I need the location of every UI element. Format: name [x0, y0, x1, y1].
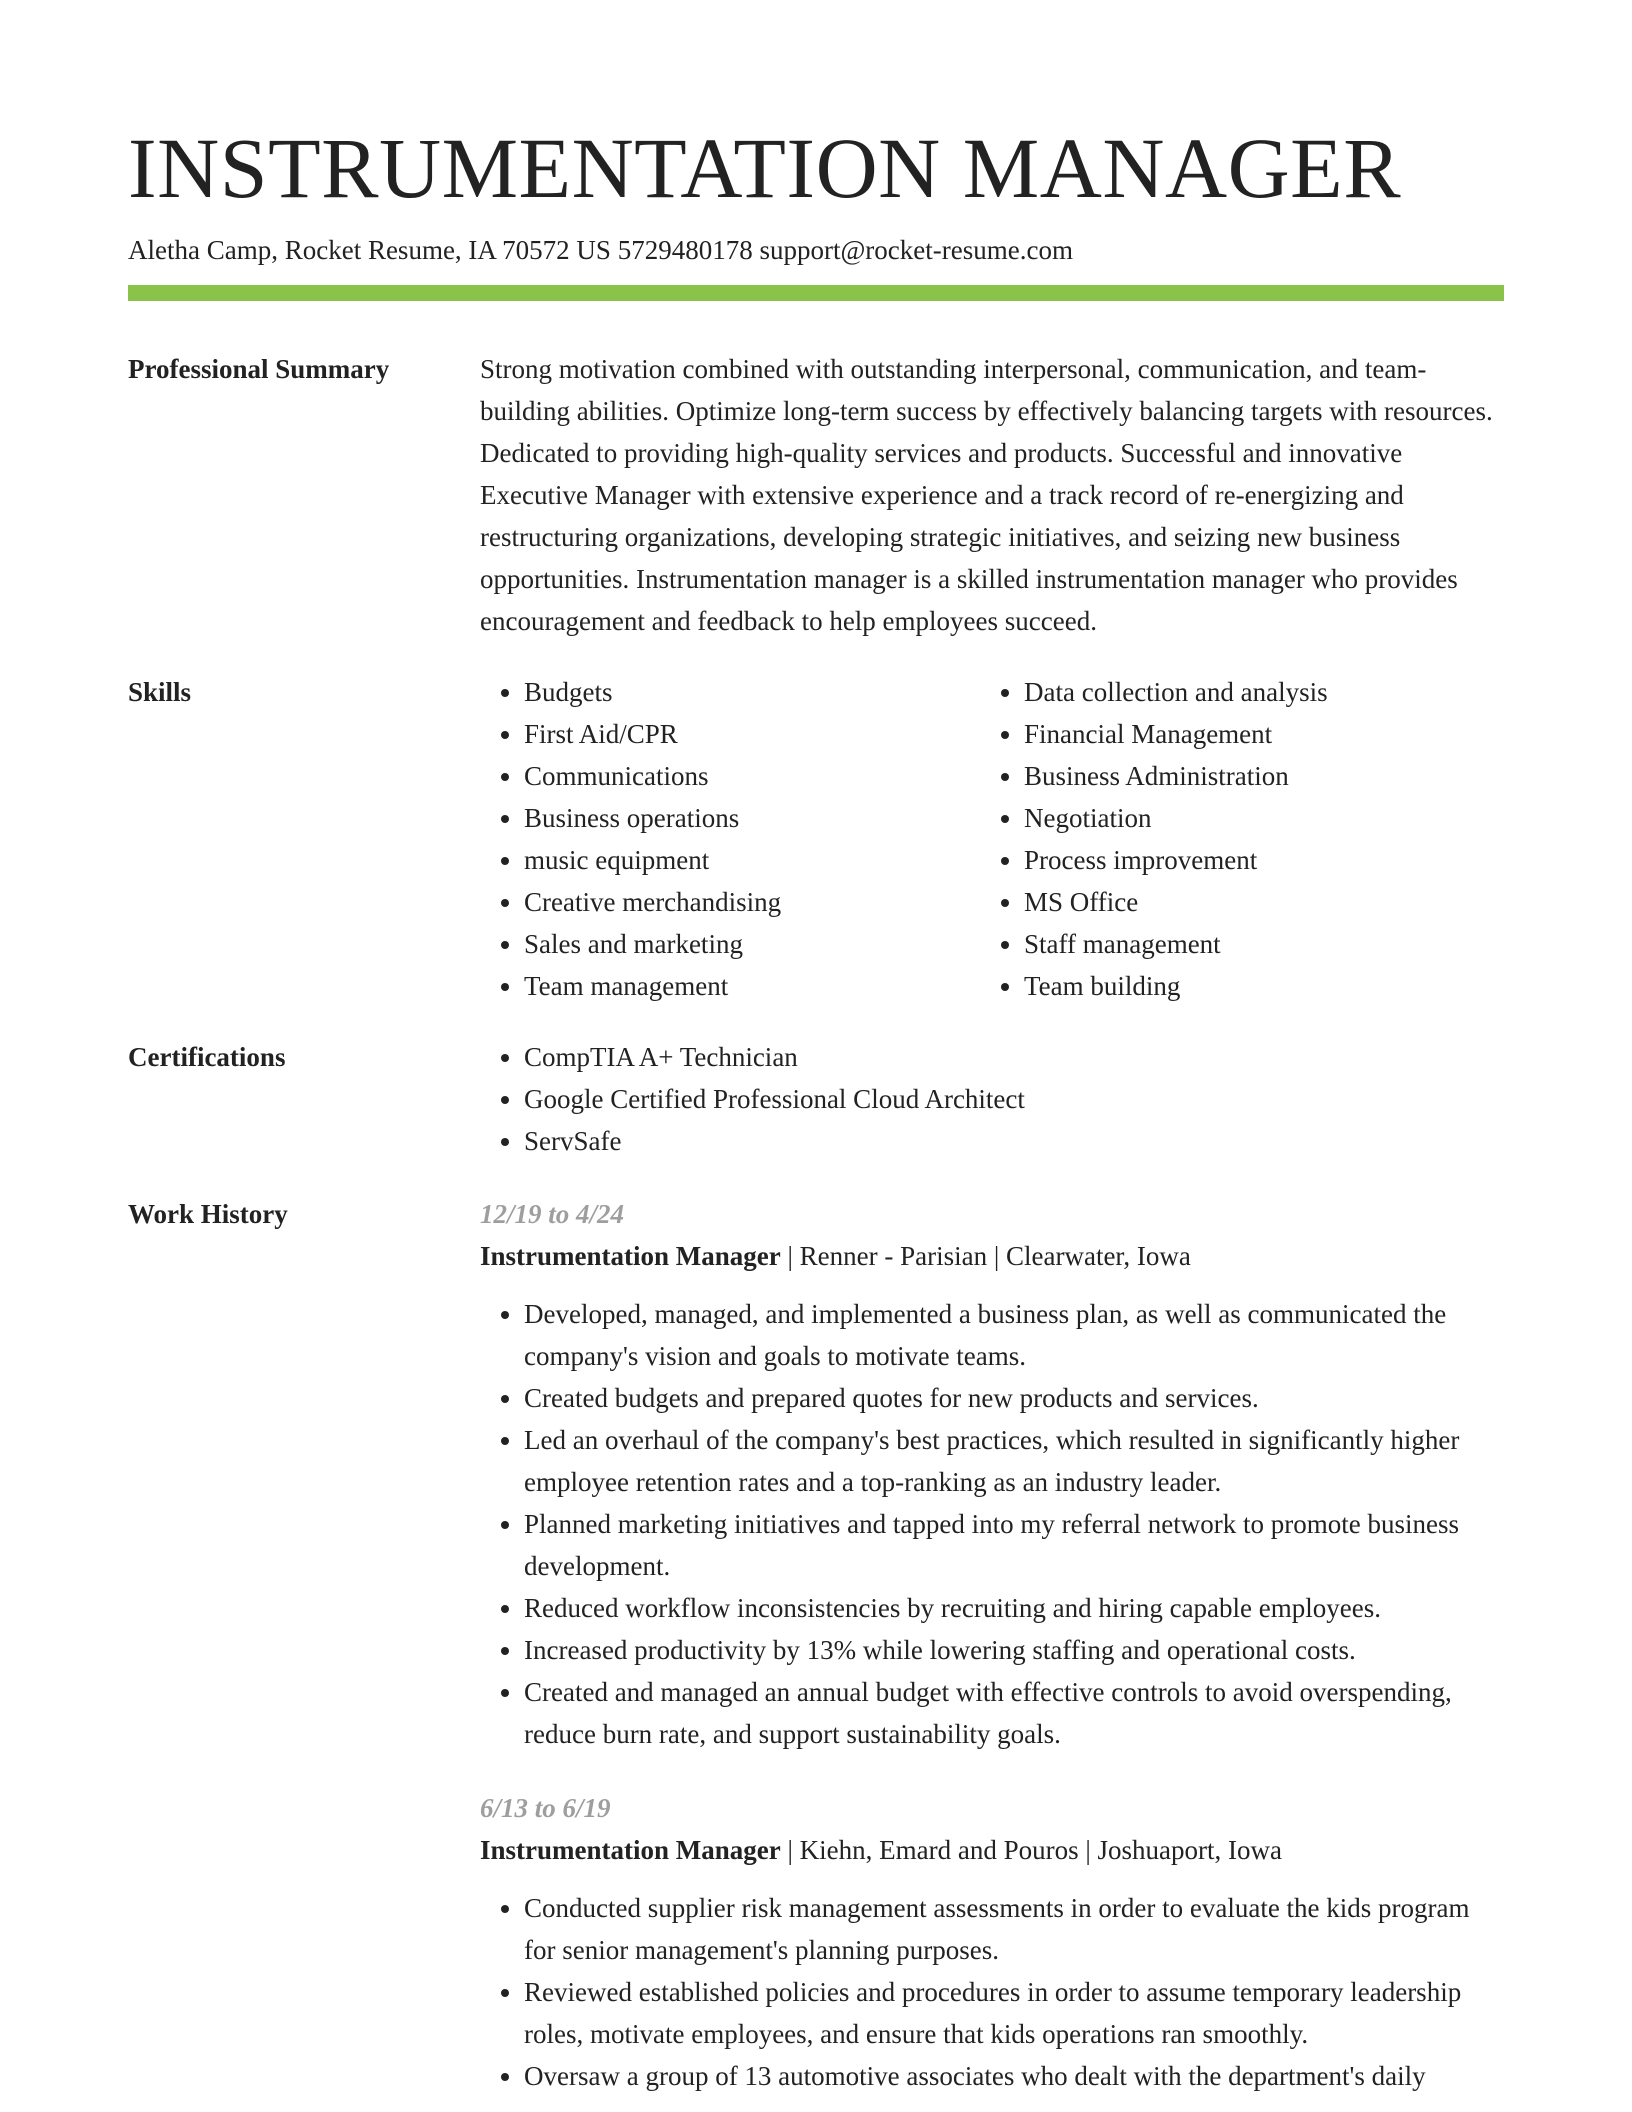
job-bullet: • Developed, managed, and implemented a business plan, as well as communicated the company's vision and goals to motivate teams.: [524, 1293, 1504, 1377]
summary-body: [480, 348, 1504, 642]
job-bullet: • Reviewed established policies and procedures in order to assume temporary leadership roles, motivate employees, and ensure that kids operations ran smoothly.: [524, 1971, 1504, 2055]
skill-item: • Negotiation: [1024, 797, 1480, 839]
skill-item: • Business Administration: [1024, 755, 1480, 797]
skill-item: • First Aid/CPR: [524, 713, 980, 755]
job-bullet: • Created budgets and prepared quotes for new products and services.: [524, 1377, 1504, 1419]
job-dates: 12/19 to 4/24: [480, 1199, 625, 1229]
skill-item: • Process improvement: [1024, 839, 1480, 881]
skills-list-left: [480, 671, 980, 1007]
job-bullet: • Increased productivity by 13% while lowering staffing and operational costs.: [524, 1629, 1504, 1671]
job-heading: [480, 1829, 1504, 1871]
job-bullet: • Reduced workflow inconsistencies by recruiting and hiring capable employees.: [524, 1587, 1504, 1629]
resume-title: INSTRUMENTATION MANAGER: [128, 120, 1402, 216]
job-bullet: • Led an overhaul of the company's best practices, which resulted in significantly higher employee retention rates and a top-ranking as an industry leader.: [524, 1419, 1504, 1503]
certification-item: • CompTIA A+ Technician: [524, 1036, 1504, 1078]
skill-item: • Data collection and analysis: [1024, 671, 1480, 713]
skill-item: • Financial Management: [1024, 713, 1480, 755]
job-details: | Kiehn, Emard and Pouros | Joshuaport, Iowa: [780, 1835, 1282, 1865]
job-details: | Renner - Parisian | Clearwater, Iowa: [780, 1241, 1191, 1271]
certifications-heading: Certifications: [128, 1042, 286, 1072]
skills-heading: Skills: [128, 677, 192, 707]
job-heading: [480, 1235, 1504, 1277]
job-bullets: [480, 1293, 1504, 1755]
skill-item: • Team management: [524, 965, 980, 1007]
work-history-body: [480, 1193, 1504, 2097]
job-entry: [480, 1193, 1504, 1755]
skill-item: • MS Office: [1024, 881, 1480, 923]
contact-line: Aletha Camp, Rocket Resume, IA 70572 US 5729480178 support@rocket-resume.com: [128, 235, 1073, 265]
summary-heading: Professional Summary: [128, 354, 390, 384]
job-title: Instrumentation Manager: [480, 1835, 781, 1865]
job-bullet: • Created and managed an annual budget with effective controls to avoid overspending, reduce burn rate, and support sustainability goals.: [524, 1671, 1504, 1755]
job-entry: [480, 1787, 1504, 2097]
skill-item: • Staff management: [1024, 923, 1480, 965]
skill-item: • Sales and marketing: [524, 923, 980, 965]
certifications-list: [480, 1036, 1504, 1162]
summary-text: Strong motivation combined with outstanding interpersonal, communication, and team-building abilities. Optimize long-term success by effectively balancing targets with resources. Dedicated to providing high-quality services and products. Successful and innovative Executive Manager with extensive experience and a track record of re-energizing and restructuring organizations, developing strategic initiatives, and seizing new business opportunities. Instrumentation manager is a skilled instrumentation manager who provides encouragement and feedback to help employees succeed.: [480, 354, 1493, 636]
skill-item: • Budgets: [524, 671, 980, 713]
job-bullet: • Oversaw a group of 13 automotive associates who dealt with the department's daily: [524, 2055, 1504, 2097]
skills-column-left: [480, 671, 980, 1007]
job-dates: 6/13 to 6/19: [480, 1793, 611, 1823]
certification-item: • ServSafe: [524, 1120, 1504, 1162]
certifications-body: [480, 1036, 1504, 1162]
job-bullets: [480, 1887, 1504, 2097]
accent-divider: [128, 285, 1504, 301]
job-bullet: • Conducted supplier risk management assessments in order to evaluate the kids program for senior management's planning purposes.: [524, 1887, 1504, 1971]
skills-list-right: [980, 671, 1480, 1007]
job-title: Instrumentation Manager: [480, 1241, 781, 1271]
skill-item: • music equipment: [524, 839, 980, 881]
skill-item: • Business operations: [524, 797, 980, 839]
skill-item: • Team building: [1024, 965, 1480, 1007]
certification-item: • Google Certified Professional Cloud Architect: [524, 1078, 1504, 1120]
skills-column-right: [980, 671, 1480, 1007]
work-history-heading: Work History: [128, 1199, 288, 1229]
skill-item: • Creative merchandising: [524, 881, 980, 923]
job-bullet: • Planned marketing initiatives and tapped into my referral network to promote business development.: [524, 1503, 1504, 1587]
skill-item: • Communications: [524, 755, 980, 797]
